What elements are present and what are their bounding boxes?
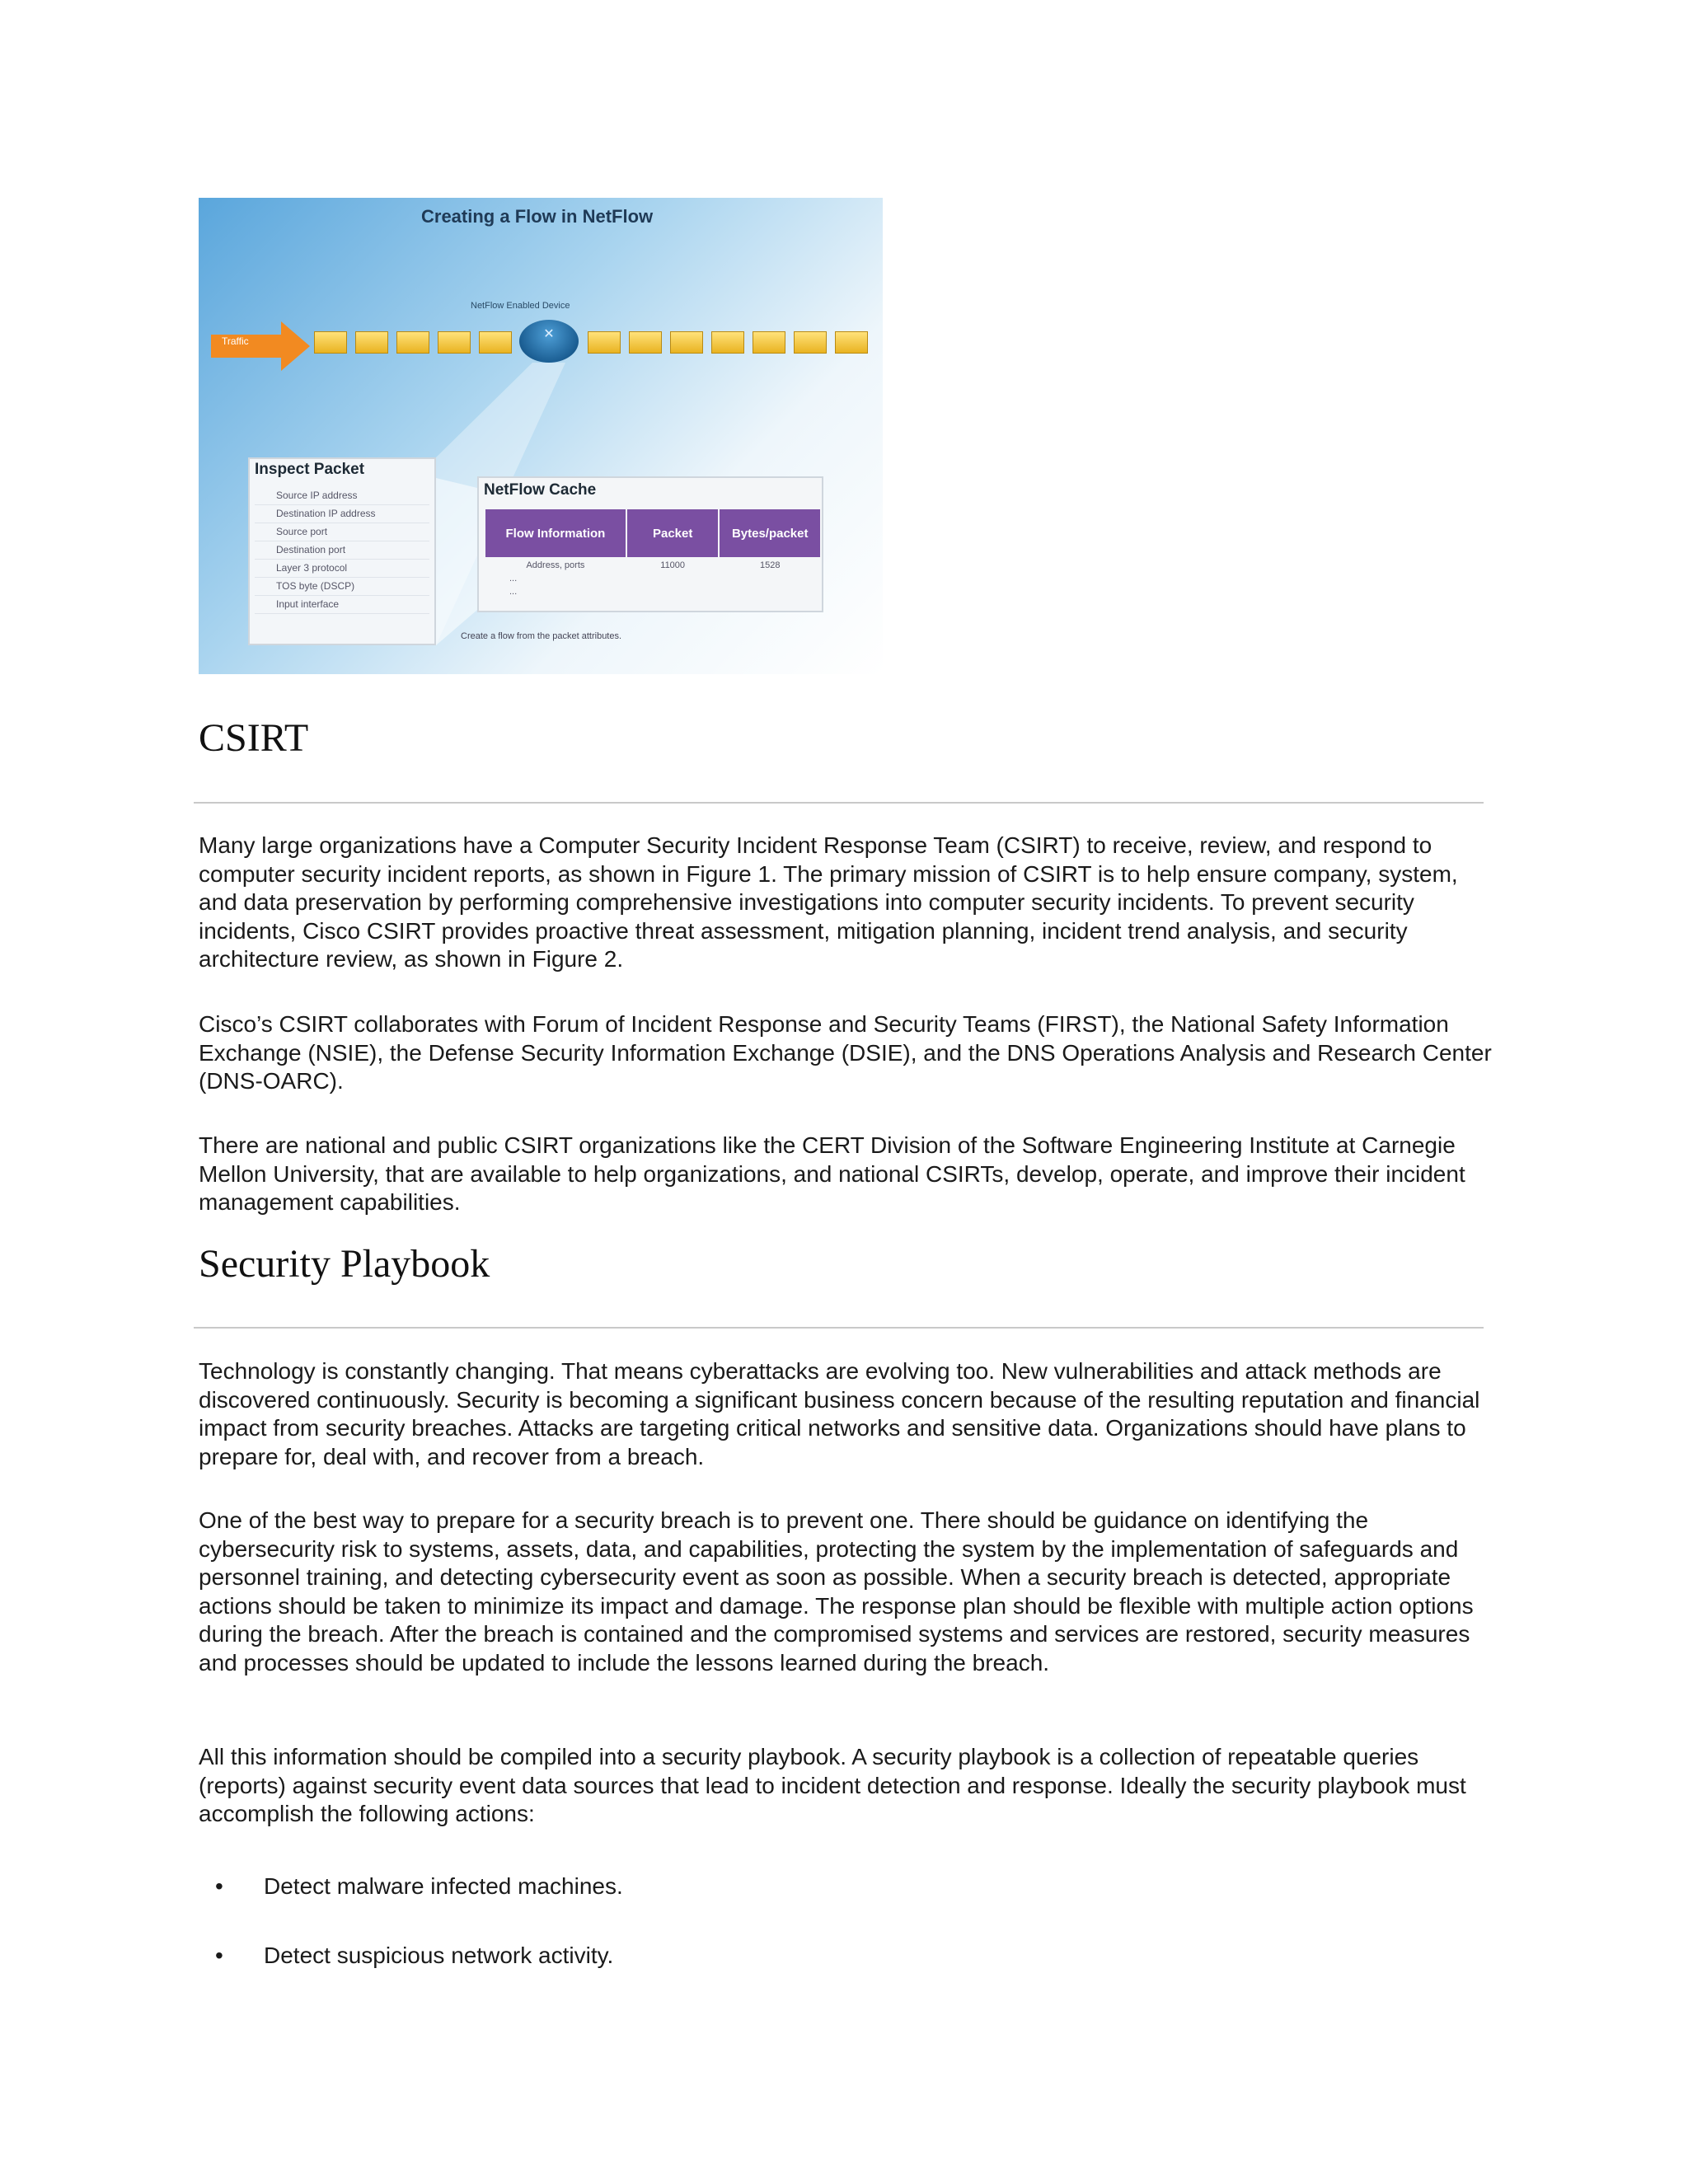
inspect-packet-title: Inspect Packet: [255, 461, 365, 478]
table-row: [485, 572, 821, 585]
inspect-packet-panel: [248, 457, 436, 645]
table-header: Packet: [626, 509, 720, 558]
router-icon: ✕: [519, 320, 579, 363]
section-divider: [194, 1327, 1484, 1329]
table-row: [485, 585, 821, 598]
list-item: TOS byte (DSCP): [255, 578, 429, 596]
netflow-cache-title: NetFlow Cache: [484, 481, 597, 499]
device-label: NetFlow Enabled Device: [471, 301, 570, 311]
paragraph: There are national and public CSIRT organizations like the CERT Division of the Software Engineering Institute at Carnegie Mellon University, that are available to help organizations, and national CSIRTs, develop, operate, and improve their incident management capabilities.: [199, 1132, 1465, 1215]
figure-title: Creating a Flow in NetFlow: [421, 206, 654, 227]
section-heading-csirt: CSIRT: [199, 716, 309, 760]
netflow-cache-panel: [477, 476, 823, 612]
section-heading-security-playbook: Security Playbook: [199, 1242, 490, 1286]
list-item: [199, 1942, 1435, 1970]
netflow-figure: [199, 198, 883, 674]
paragraph: Cisco’s CSIRT collaborates with Forum of Incident Response and Security Teams (FIRST), the National Safety Information Exchange (NSIE), the Defense Security Information Exchange (DSIE), and the DNS Operations Analysis and Research Center (DNS-OARC).: [199, 1011, 1492, 1094]
list-item-text: Detect suspicious network activity.: [264, 1943, 614, 1968]
paragraph: Many large organizations have a Computer Security Incident Response Team (CSIRT) to receive, review, and respond to computer security incident reports, as shown in Figure 1. The primary mission of CSIRT is to help ensure company, system, and data preservation by performing comprehensive investigations into computer security incidents. To prevent security incidents, Cisco CSIRT provides proactive threat assessment, mitigation planning, incident trend analysis, and security architecture review, as shown in Figure 2.: [199, 832, 1458, 972]
paragraph: One of the best way to prepare for a security breach is to prevent one. There should be guidance on identifying the cybersecurity risk to systems, assets, data, and capabilities, protecting the system by the implementation of safeguards and personnel training, and detecting cybersecurity event as soon as possible. When a security breach is detected, appropriate actions should be taken to minimize its impact and damage. The response plan should be flexible with multiple action options during the breach. After the breach is contained and the compromised systems and services are restored, security measures and processes should be updated to include the lessons learned during the breach.: [199, 1507, 1474, 1675]
list-item: [199, 1872, 1435, 1900]
table-row: [485, 558, 821, 572]
traffic-label: Traffic: [222, 335, 249, 347]
list-item: Destination port: [255, 541, 429, 560]
action-list: [199, 1872, 1435, 2011]
list-item: Source IP address: [255, 487, 429, 505]
inspect-packet-list: [255, 487, 429, 614]
netflow-cache-table: [484, 508, 822, 598]
list-item: Source port: [255, 523, 429, 541]
table-cell: ...: [509, 587, 518, 597]
bullet-icon: •: [215, 1943, 223, 1968]
table-header: Bytes/packet: [719, 509, 821, 558]
table-cell: 1528: [759, 560, 781, 570]
section-divider: [194, 802, 1484, 804]
table-cell: ...: [509, 574, 518, 583]
figure-caption: Create a flow from the packet attributes.: [461, 631, 622, 641]
table-header: Flow Information: [485, 509, 626, 558]
paragraph: All this information should be compiled into a security playbook. A security playbook is a collection of repeatable queries (reports) against security event data sources that lead to incident detection and response. Ideally the security playbook must accomplish the following actions:: [199, 1744, 1466, 1826]
list-item: Input interface: [255, 596, 429, 614]
list-item: Layer 3 protocol: [255, 560, 429, 578]
table-cell: Address, ports: [526, 560, 585, 570]
paragraph: Technology is constantly changing. That means cyberattacks are evolving too. New vulnerabilities and attack methods are discovered continuously. Security is becoming a significant business concern because of the resulting reputation and financial impact from security breaches. Attacks are targeting critical networks and sensitive data. Organizations should have plans to prepare for, deal with, and recover from a breach.: [199, 1358, 1480, 1469]
bullet-icon: •: [215, 1873, 223, 1899]
list-item-text: Detect malware infected machines.: [264, 1873, 623, 1899]
list-item: Destination IP address: [255, 505, 429, 523]
table-cell: 11000: [660, 560, 686, 570]
